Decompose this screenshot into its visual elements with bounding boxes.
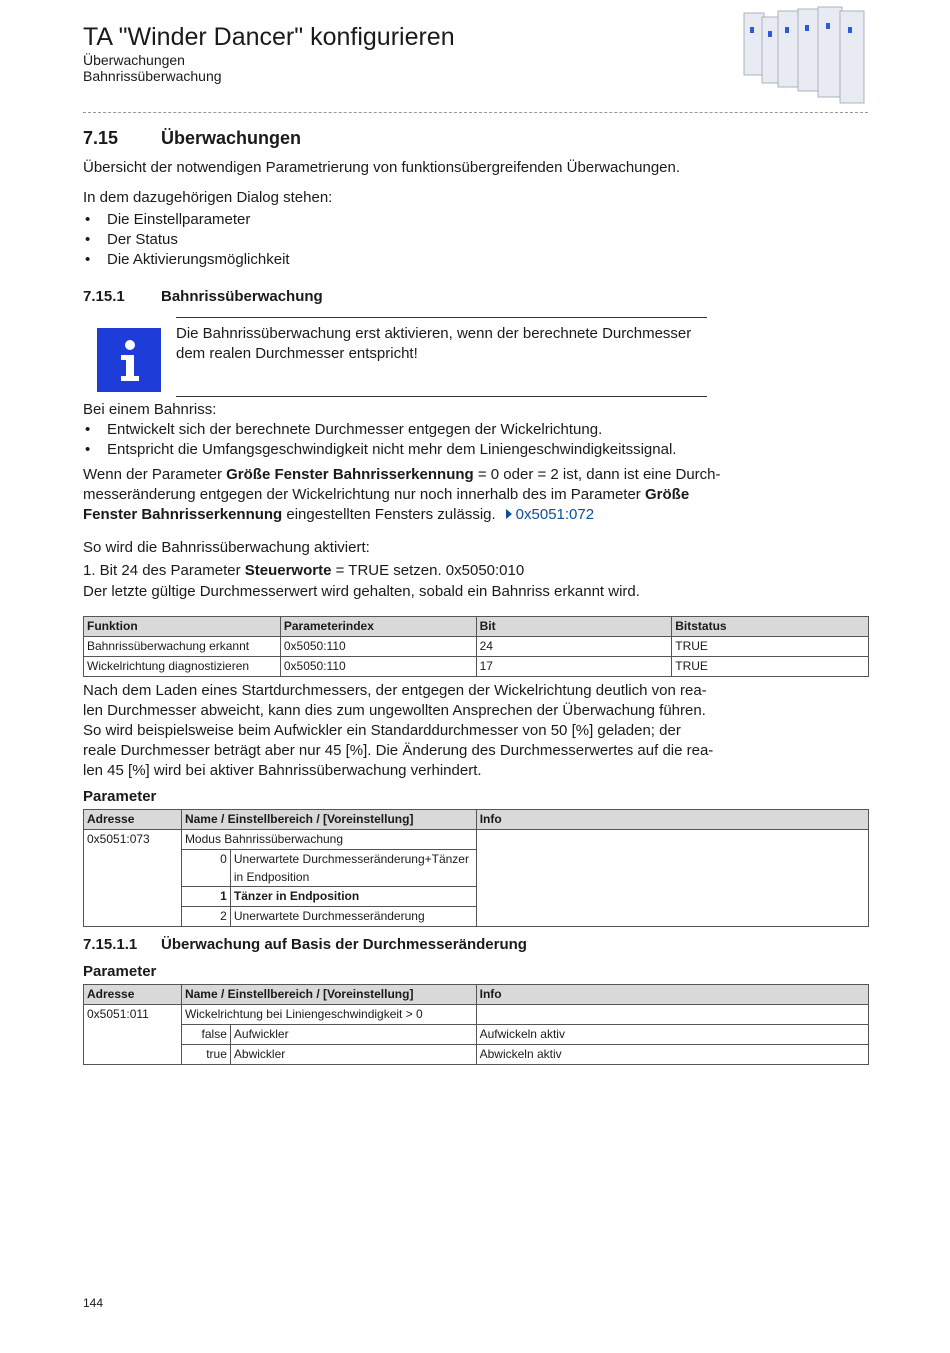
text-run: Wenn der Parameter [83,466,227,483]
option-value: 0 [181,850,230,887]
note-line: dem realen Durchmesser entspricht! [176,345,418,362]
param-link[interactable]: 0x5051:072 [515,506,595,523]
section-title: Überwachungen [161,128,302,148]
table-header-row [84,810,869,830]
page-number: 144 [83,1296,104,1310]
window-paragraph [83,465,721,525]
list-item: • Die Aktivierungsmöglichkeit [83,250,290,270]
info-cell: Aufwickeln aktiv [476,1025,868,1045]
column-header: Adresse [84,810,182,830]
subsubsection-heading [83,936,527,953]
text-line: Nach dem Laden eines Startdurchmessers, der entgegen der Wickelrichtung deutlich von rea- [83,682,707,699]
parameter-heading: Parameter [83,963,157,980]
table-cell: 0x5050:110 [280,657,476,677]
parameter-table-mode [83,809,869,927]
option-label: Unerwartete Durchmesseränderung [230,907,476,927]
text-line: len 45 [%] wird bei aktiver Bahnrissüberwachung verhindert. [83,762,482,779]
text-run: = TRUE setzen. 0x5050:010 [331,562,525,579]
option-label: Abwickler [230,1045,476,1065]
option-value: true [181,1045,230,1065]
address-cell: 0x5051:011 [84,1005,182,1065]
break-list [83,420,676,460]
option-line: in Endposition [233,870,310,884]
parameter-heading: Parameter [83,788,157,805]
column-header: Parameterindex [280,617,476,637]
activate-step [83,561,524,581]
name-cell: Modus Bahnrissüberwachung [181,830,476,850]
header-section: Bahnrissüberwachung [83,68,222,84]
table-row [84,1045,869,1065]
table-cell: 17 [476,657,672,677]
info-cell [476,1005,868,1025]
activate-result: Der letzte gültige Durchmesserwert wird gehalten, sobald ein Bahnriss erkannt wird. [83,583,640,600]
info-icon [97,328,161,392]
list-item: • Entwickelt sich der berechnete Durchmesser entgegen der Wickelrichtung. [83,420,676,440]
product-image [742,5,868,105]
subsection-number: 7.15.1 [83,288,125,305]
dialog-list [83,210,290,270]
table-row [84,637,869,657]
subsection-title: Bahnrissüberwachung [161,288,323,305]
activate-intro: So wird die Bahnrissüberwachung aktiviert: [83,539,370,556]
column-header: Info [476,985,868,1005]
note-divider-top [176,317,707,318]
option-label-default: Tänzer in Endposition [230,887,476,907]
column-header: Bitstatus [672,617,869,637]
table-cell: TRUE [672,657,869,677]
table-row [84,1025,869,1045]
table-row [84,657,869,677]
table-cell: 24 [476,637,672,657]
option-line: Unerwartete Durchmesseränderung+Tänzer [233,852,469,866]
option-label: Aufwickler [230,1025,476,1045]
table-cell: Wickelrichtung diagnostizieren [84,657,281,677]
subsubsection-number: 7.15.1.1 [83,936,138,953]
info-cell [476,830,868,927]
link-arrow-icon [506,509,512,519]
table-cell: Bahnrissüberwachung erkannt [84,637,281,657]
table-cell: TRUE [672,637,869,657]
intro-text: Übersicht der notwendigen Parametrierung von funktionsübergreifenden Überwachungen. [83,159,681,176]
option-value: 2 [181,907,230,927]
note-text [176,324,691,364]
column-header: Adresse [84,985,182,1005]
column-header: Funktion [84,617,281,637]
parameter-table-direction [83,984,869,1065]
table-row [84,1005,869,1025]
param-name: Steuerworte [244,562,332,579]
column-header: Name / Einstellbereich / [Voreinstellung] [181,985,476,1005]
info-cell: Abwickeln aktiv [476,1045,868,1065]
list-item: • Die Einstellparameter [83,210,290,230]
table-cell: 0x5050:110 [280,637,476,657]
option-value-default: 1 [181,887,230,907]
startdiameter-paragraph [83,681,713,781]
note-line: Die Bahnrissüberwachung erst aktivieren, wenn der berechnete Durchmesser [176,325,692,342]
header-chapter: Überwachungen [83,52,185,68]
page-header-title: TA "Winder Dancer" konfigurieren [83,23,455,51]
param-name: Größe Fenster Bahnrisserkennung [226,466,474,483]
break-intro: Bei einem Bahnriss: [83,401,217,418]
text-line: So wird beispielsweise beim Aufwickler ein Standarddurchmesser von 50 [%] geladen; der [83,722,681,739]
address-cell: 0x5051:073 [84,830,182,927]
param-name: Größe [644,486,690,503]
name-cell: Wickelrichtung bei Liniengeschwindigkeit > 0 [181,1005,476,1025]
list-item: • Entspricht die Umfangsgeschwindigkeit nicht mehr dem Liniengeschwindigkeitssignal. [83,440,676,460]
table-header-row [84,617,869,637]
text-run: 1. Bit 24 des Parameter [83,562,245,579]
text-run: eingestellten Fensters zulässig. [282,506,496,523]
list-item: • Der Status [83,230,290,250]
subsection-heading [83,288,323,305]
column-header: Name / Einstellbereich / [Voreinstellung] [181,810,476,830]
column-header: Bit [476,617,672,637]
subsubsection-title: Überwachung auf Basis der Durchmesseränderung [161,936,527,953]
option-value: false [181,1025,230,1045]
option-label [230,850,476,887]
param-name: Fenster Bahnrisserkennung [83,506,283,523]
text-line: reale Durchmesser beträgt aber nur 45 [%]. Die Änderung des Durchmesserwertes auf die rea- [83,742,714,759]
text-run: = 0 oder = 2 ist, dann ist eine Durch- [473,466,721,483]
section-number: 7.15 [83,128,119,148]
table-header-row [84,985,869,1005]
section-heading [83,128,301,149]
table-row [84,830,869,850]
text-run: messeränderung entgegen der Wickelrichtung nur noch innerhalb des im Parameter [83,486,645,503]
text-line: len Durchmesser abweicht, kann dies zum ungewollten Ansprechen der Überwachung führen. [83,702,706,719]
column-header: Info [476,810,868,830]
dialog-intro: In dem dazugehörigen Dialog stehen: [83,189,333,206]
header-divider [83,112,868,113]
note-divider-bottom [176,396,707,397]
function-table [83,616,869,677]
